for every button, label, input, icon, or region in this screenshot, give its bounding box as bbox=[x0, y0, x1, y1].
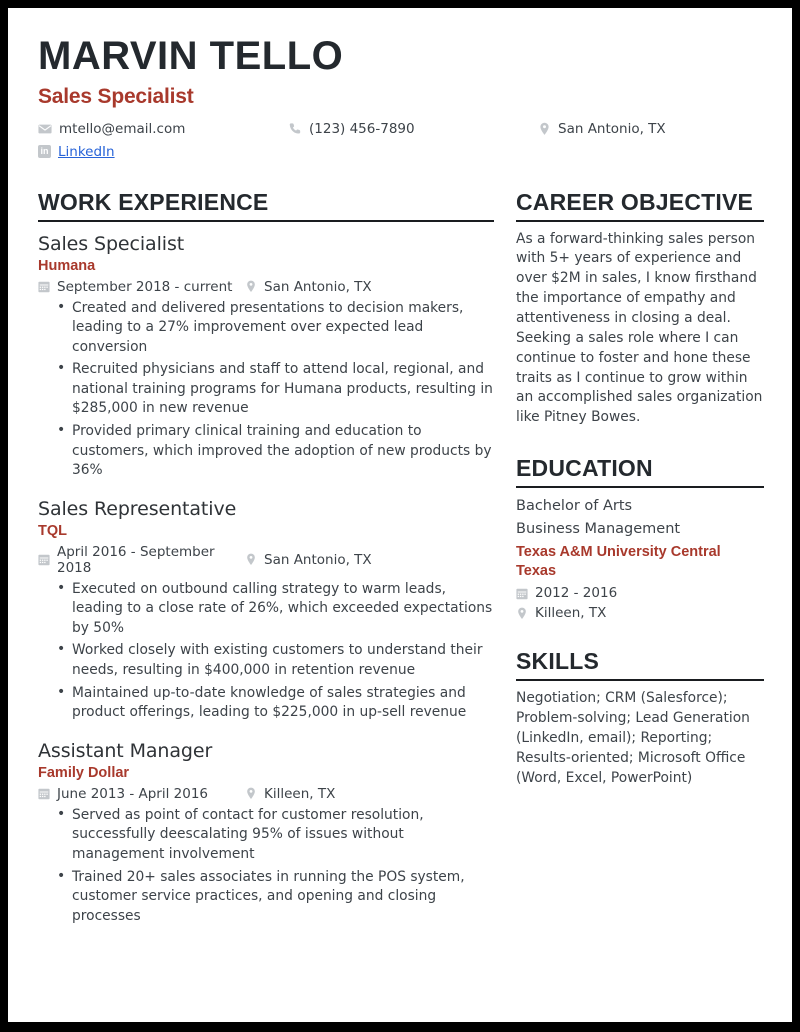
job-location-text: San Antonio, TX bbox=[264, 551, 372, 568]
job-dates-text: April 2016 - September 2018 bbox=[57, 543, 215, 576]
job-bullets bbox=[38, 580, 494, 723]
section-title-skills: SKILLS bbox=[516, 648, 599, 675]
job-title: Assistant Manager bbox=[38, 739, 213, 762]
contact-email-text: mtello@email.com bbox=[59, 120, 186, 137]
contact-location-text: San Antonio, TX bbox=[558, 120, 666, 137]
job-dates bbox=[38, 544, 245, 576]
right-column bbox=[516, 188, 764, 789]
left-column bbox=[38, 188, 494, 926]
job-bullet: • Trained 20+ sales associates in running the POS system, customer service practices, and opening and closing processes bbox=[72, 868, 494, 927]
job-meta bbox=[38, 544, 494, 576]
job-bullets bbox=[38, 299, 494, 481]
job-meta bbox=[38, 786, 494, 802]
linkedin-icon: in bbox=[38, 145, 51, 158]
job-bullet: • Worked closely with existing customers to understand their needs, resulting in $400,000 in retention revenue bbox=[72, 641, 494, 680]
contact-row-primary bbox=[38, 121, 764, 137]
job-bullet: • Served as point of contact for customer resolution, successfully deescalating 95% of issues without management involvement bbox=[72, 806, 494, 865]
section-title-education: EDUCATION bbox=[516, 455, 653, 482]
job-bullet: • Executed on outbound calling strategy to warm leads, leading to a close rate of 26%, which exceeded expectations by 50% bbox=[72, 580, 494, 639]
resume-body bbox=[38, 188, 764, 926]
education-major: Business Management bbox=[516, 520, 681, 537]
resume-header bbox=[38, 34, 764, 160]
job-title: Sales Representative bbox=[38, 497, 237, 520]
job-dates bbox=[38, 279, 245, 295]
job-location bbox=[245, 279, 372, 295]
section-skills bbox=[516, 647, 764, 788]
job-entry bbox=[38, 233, 494, 481]
job-bullet: • Provided primary clinical training and education to customers, which improved the adoption of new products by 36% bbox=[72, 422, 494, 481]
job-title: Sales Specialist bbox=[38, 232, 185, 255]
envelope-icon bbox=[38, 122, 52, 136]
map-pin-icon bbox=[245, 553, 257, 566]
map-pin-icon bbox=[245, 787, 257, 800]
candidate-name: MARVIN TELLO bbox=[38, 34, 344, 78]
job-location-text: San Antonio, TX bbox=[264, 278, 372, 295]
calendar-icon bbox=[38, 280, 50, 293]
map-pin-icon bbox=[245, 280, 257, 293]
job-dates-text: September 2018 - current bbox=[57, 278, 233, 295]
job-meta bbox=[38, 279, 494, 295]
job-location bbox=[245, 786, 335, 802]
job-dates bbox=[38, 786, 245, 802]
contact-location bbox=[538, 121, 764, 137]
contact-linkedin-text[interactable]: LinkedIn bbox=[58, 143, 115, 160]
job-entry bbox=[38, 740, 494, 926]
map-pin-icon bbox=[538, 122, 551, 136]
job-bullet: • Created and delivered presentations to decision makers, leading to a 27% improvement over expected lead conversion bbox=[72, 299, 494, 358]
section-career-objective bbox=[516, 188, 764, 428]
job-entry bbox=[38, 498, 494, 723]
career-objective-text: As a forward-thinking sales person with 5+ years of experience and over $2M in sales, I know firsthand the importance of empathy and attentiveness in closing a deal. Seeking a sales role where I can continue to foster and hone these traits as I continue to grow within an accomplished sales organization like Pitney Bowes. bbox=[516, 230, 763, 426]
job-dates-text: June 2013 - April 2016 bbox=[57, 785, 209, 802]
candidate-role: Sales Specialist bbox=[38, 84, 194, 108]
calendar-icon bbox=[38, 553, 50, 566]
education-dates-text: 2012 - 2016 bbox=[535, 585, 618, 602]
section-title-work-experience: WORK EXPERIENCE bbox=[38, 188, 269, 215]
job-location-text: Killeen, TX bbox=[264, 785, 336, 802]
job-bullets bbox=[38, 806, 494, 926]
contact-row-secondary bbox=[38, 144, 764, 160]
contact-phone-text: (123) 456-7890 bbox=[309, 120, 415, 137]
section-title-career-objective: CAREER OBJECTIVE bbox=[516, 188, 754, 215]
section-divider bbox=[516, 220, 764, 222]
job-organization: TQL bbox=[38, 522, 67, 539]
section-divider bbox=[516, 486, 764, 488]
education-dates bbox=[516, 585, 764, 601]
job-location bbox=[245, 544, 372, 576]
calendar-icon bbox=[516, 587, 528, 600]
education-location-text: Killeen, TX bbox=[535, 605, 607, 622]
job-organization: Family Dollar bbox=[38, 764, 130, 781]
section-education bbox=[516, 454, 764, 621]
education-school: Texas A&M University Central Texas bbox=[516, 543, 721, 580]
contact-email[interactable] bbox=[38, 121, 288, 137]
map-pin-icon bbox=[516, 607, 528, 620]
education-degree: Bachelor of Arts bbox=[516, 497, 633, 514]
contact-linkedin[interactable] bbox=[38, 144, 288, 160]
section-divider bbox=[516, 679, 764, 681]
education-location bbox=[516, 605, 764, 621]
section-divider bbox=[38, 220, 494, 222]
section-work-experience bbox=[38, 188, 494, 926]
contact-phone[interactable] bbox=[288, 121, 538, 137]
job-bullet: • Recruited physicians and staff to attend local, regional, and national training programs for Humana products, resulting in $285,000 in new revenue bbox=[72, 360, 494, 419]
job-bullet: • Maintained up-to-date knowledge of sales strategies and product offerings, leading to $225,000 in up-sell revenue bbox=[72, 684, 494, 723]
calendar-icon bbox=[38, 787, 50, 800]
phone-icon bbox=[288, 122, 302, 136]
skills-text: Negotiation; CRM (Salesforce); Problem-solving; Lead Generation (LinkedIn, email); Reporting; Results-oriented; Microsoft Office (Word, Excel, PowerPoint) bbox=[516, 690, 750, 786]
job-organization: Humana bbox=[38, 257, 96, 274]
resume-page bbox=[8, 8, 792, 1022]
